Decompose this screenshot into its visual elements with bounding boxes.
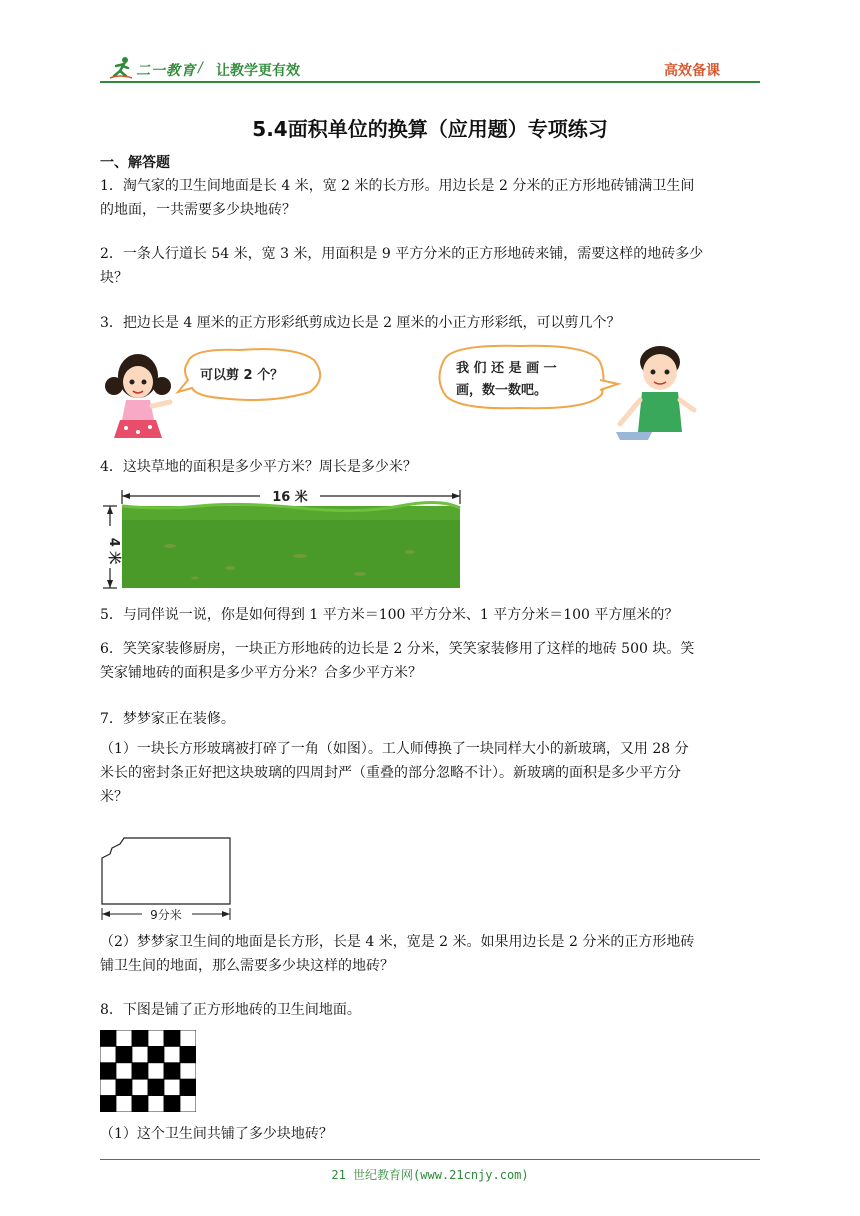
floor-tile — [180, 1030, 196, 1046]
question-line: 米？ — [100, 789, 128, 805]
question-line: 1．淘气家的卫生间地面是长 4 米，宽 2 米的长方形。用边长是 2 分米的正方形地砖铺满卫生间 — [100, 178, 695, 194]
question-2 — [100, 242, 760, 290]
floor-tile — [100, 1063, 116, 1079]
boy-speech-bubble — [439, 346, 618, 408]
question-line: 4．这块草地的面积是多少平方米？周长是多少米？ — [100, 459, 417, 475]
floor-tile — [132, 1096, 148, 1112]
boy-bubble-text-line1: 我 们 还 是 画 一 — [456, 361, 557, 376]
floor-tile — [164, 1030, 180, 1046]
floor-tile — [180, 1096, 196, 1112]
floor-tile — [148, 1046, 164, 1062]
floor-tile — [164, 1096, 180, 1112]
footer-divider — [100, 1159, 760, 1160]
floor-tile — [132, 1063, 148, 1079]
question-3 — [100, 311, 760, 335]
page-title: 5.4面积单位的换算（应用题）专项练习 — [252, 117, 608, 141]
floor-tile — [100, 1030, 116, 1046]
header-divider — [100, 81, 760, 83]
floor-tile — [148, 1063, 164, 1079]
floor-tile — [132, 1046, 148, 1062]
floor-tile — [164, 1063, 180, 1079]
logo-text: 二一教育 — [136, 63, 196, 79]
floor-tile — [148, 1030, 164, 1046]
boy-figure — [616, 346, 694, 440]
floor-tile — [132, 1030, 148, 1046]
floor-tile — [116, 1096, 132, 1112]
glass-outline — [102, 838, 230, 904]
question-line: （2）梦梦家卫生间的地面是长方形，长是 4 米，宽是 2 米。如果用边长是 2 分米的正方形地砖 — [100, 934, 695, 950]
girl-bubble-text: 可以剪 2 个？ — [200, 368, 284, 383]
question-6 — [100, 637, 760, 685]
question-7-part-1 — [100, 737, 760, 809]
question-7 — [100, 707, 760, 731]
header-slogan: 让教学更有效 — [216, 63, 300, 79]
runner-icon — [108, 56, 134, 80]
header-right-label: 高效备课 — [664, 63, 720, 79]
floor-tile — [148, 1096, 164, 1112]
question-7-part-2 — [100, 930, 760, 978]
question-4 — [100, 455, 760, 479]
floor-tile — [100, 1079, 116, 1095]
floor-tile — [180, 1063, 196, 1079]
floor-tile — [148, 1079, 164, 1095]
question-line: 块？ — [100, 270, 128, 286]
floor-tile — [180, 1079, 196, 1095]
floor-tile — [180, 1046, 196, 1062]
question-line: （1）一块长方形玻璃被打碎了一角（如图）。工人师傅换了一块同样大小的新玻璃，又用 28 分 — [100, 741, 689, 757]
grass-length-label: 16 米 — [272, 490, 308, 505]
floor-tile — [116, 1030, 132, 1046]
question-line: 5．与同伴说一说，你是如何得到 1 平方米＝100 平方分米、1 平方分米＝100 平方厘米的？ — [100, 607, 679, 623]
page-header — [100, 54, 760, 84]
question-line: 6．笑笑家装修厨房，一块正方形地砖的边长是 2 分米，笑笑家装修用了这样的地砖 500 块。笑 — [100, 641, 695, 657]
section-heading: 一、解答题 — [100, 155, 170, 171]
question-line: 7．梦梦家正在装修。 — [100, 711, 235, 727]
page-footer: 21 世纪教育网(www.21cnjy.com) — [331, 1168, 529, 1182]
question-line: 2．一条人行道长 54 米，宽 3 米，用面积是 9 平方分米的正方形地砖来铺，需要这样的地砖多少 — [100, 246, 704, 262]
question-line: 的地面，一共需要多少块地砖？ — [100, 202, 296, 218]
floor-tile — [116, 1079, 132, 1095]
question-line: 笑家铺地砖的面积是多少平方分米？合多少平方米？ — [100, 665, 422, 681]
grass-width-label: 4 米 — [106, 537, 121, 565]
boy-bubble-text-line2: 画，数一数吧。 — [456, 383, 548, 398]
glass-length-label: 9分米 — [150, 908, 182, 922]
floor-tile — [100, 1096, 116, 1112]
question-line: 米长的密封条正好把这块玻璃的四周封严（重叠的部分忽略不计）。新玻璃的面积是多少平方分 — [100, 765, 681, 781]
question-line: 铺卫生间的地面，那么需要多少块这样的地砖？ — [100, 958, 394, 974]
tile-floor-figure — [100, 1030, 196, 1112]
question-line: （1）这个卫生间共铺了多少块地砖？ — [100, 1126, 333, 1142]
question-8 — [100, 998, 760, 1022]
grass-field-figure — [100, 486, 470, 596]
floor-tile — [116, 1063, 132, 1079]
broken-glass-figure — [98, 832, 240, 924]
question-8-part-1 — [100, 1122, 760, 1146]
question-1 — [100, 174, 760, 222]
floor-tile — [164, 1079, 180, 1095]
header-separator: / — [198, 60, 203, 76]
floor-tile — [116, 1046, 132, 1062]
question-line: 3．把边长是 4 厘米的正方形彩纸剪成边长是 2 厘米的小正方形彩纸，可以剪几个？ — [100, 315, 621, 331]
kids-illustration — [100, 340, 700, 448]
girl-speech-bubble — [178, 349, 320, 400]
floor-tile — [164, 1046, 180, 1062]
floor-tile — [100, 1046, 116, 1062]
girl-figure — [105, 354, 171, 438]
question-line: 8．下图是铺了正方形地砖的卫生间地面。 — [100, 1002, 361, 1018]
floor-tile — [132, 1079, 148, 1095]
question-5 — [100, 603, 760, 627]
